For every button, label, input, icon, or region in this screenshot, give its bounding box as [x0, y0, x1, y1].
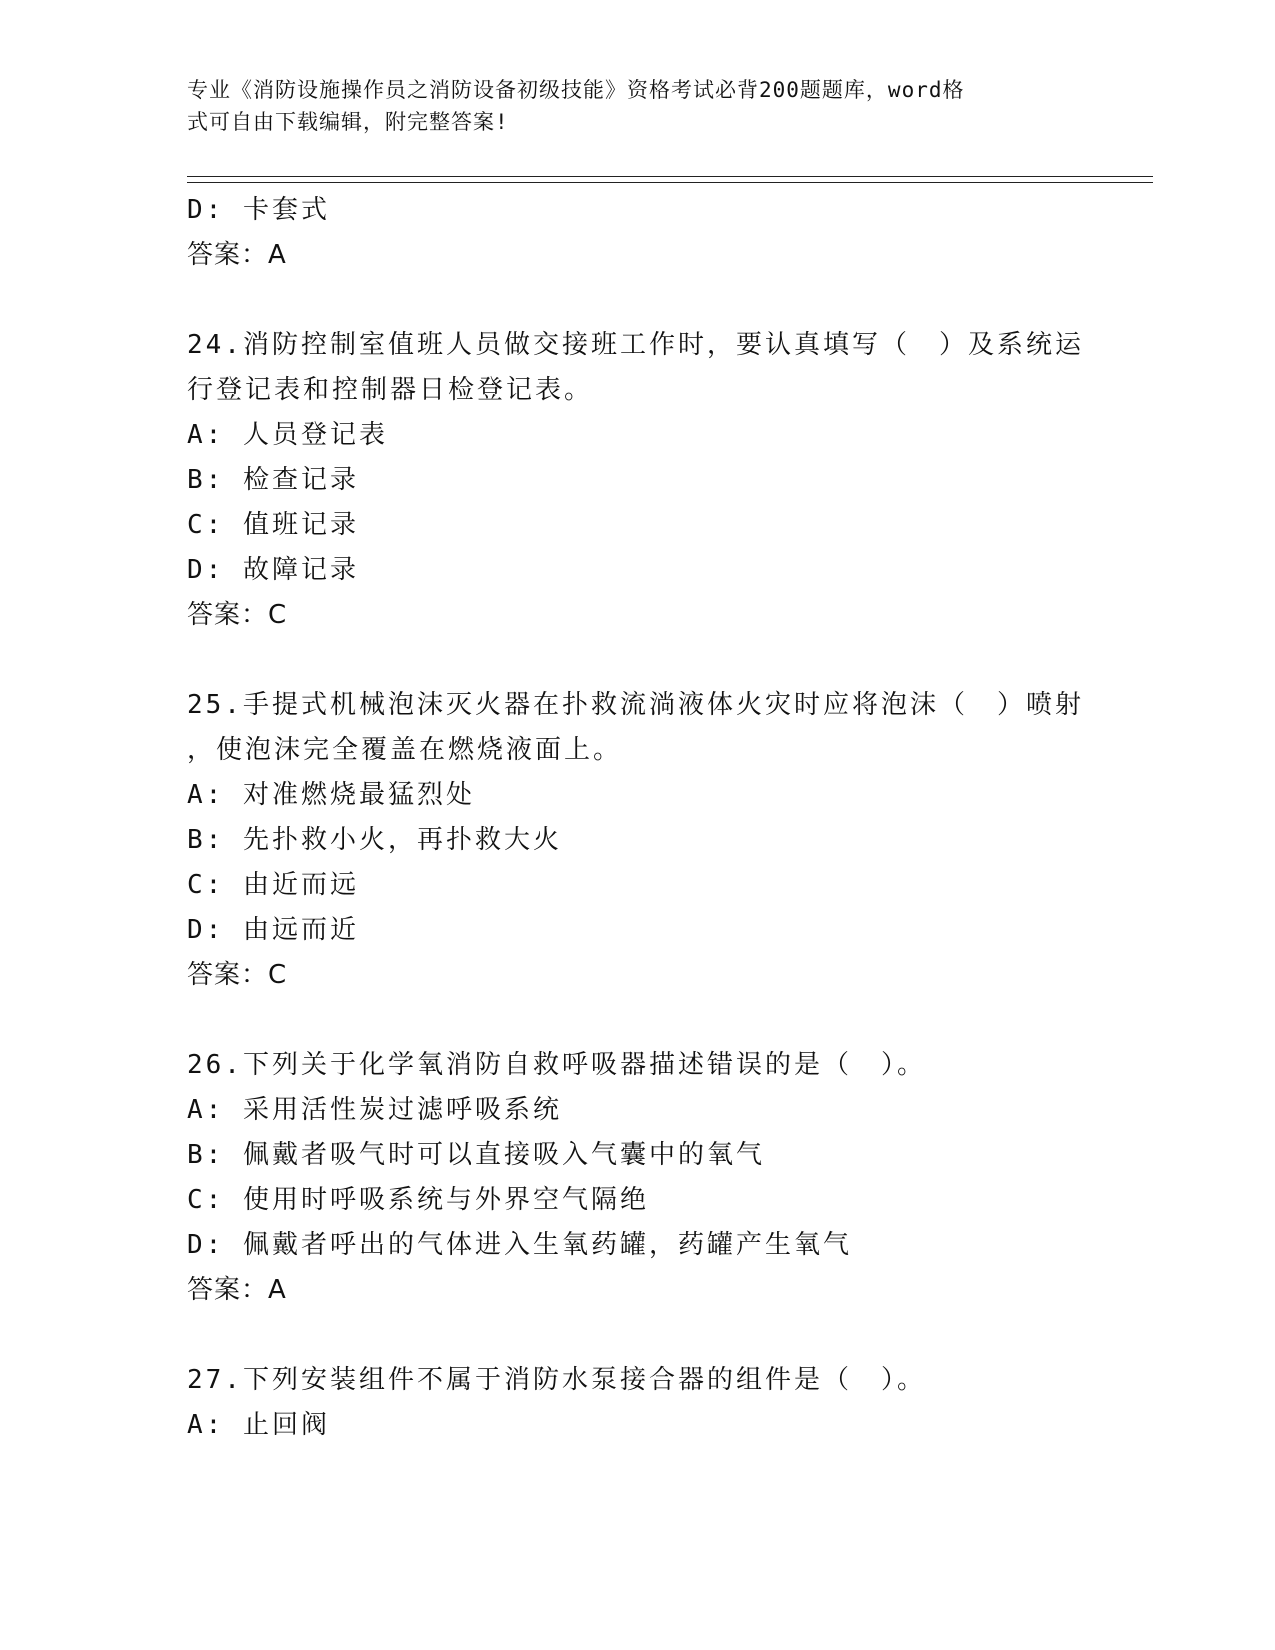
question-26	[187, 1043, 1087, 1313]
option-a: A: 人员登记表	[187, 420, 388, 450]
header-line-2: 式可自由下载编辑，附完整答案!	[187, 110, 509, 134]
header-divider-top	[187, 176, 1153, 177]
header-divider-bottom	[187, 182, 1153, 183]
question-stem-line: 行登记表和控制器日检登记表。	[187, 375, 594, 405]
answer: 答案：C	[187, 960, 288, 990]
header-line-1: 专业《消防设施操作员之消防设备初级技能》资格考试必背200题题库，word格	[187, 78, 965, 102]
prev-option-d: D: 卡套式	[187, 195, 330, 225]
question-stem-line: 24.消防控制室值班人员做交接班工作时，要认真填写（ ）及系统运	[187, 330, 1084, 360]
question-24	[187, 323, 1087, 638]
option-b: B: 先扑救小火，再扑救大火	[187, 825, 562, 855]
option-d: D: 由远而近	[187, 915, 359, 945]
question-25	[187, 683, 1087, 998]
question-stem-line: 27.下列安装组件不属于消防水泵接合器的组件是（ ）。	[187, 1365, 926, 1395]
option-d: D: 佩戴者呼出的气体进入生氧药罐，药罐产生氧气	[187, 1230, 852, 1260]
answer: 答案：C	[187, 600, 288, 630]
question-stem-line: 26.下列关于化学氧消防自救呼吸器描述错误的是（ ）。	[187, 1050, 926, 1080]
option-c: C: 使用时呼吸系统与外界空气隔绝	[187, 1185, 649, 1215]
option-b: B: 检查记录	[187, 465, 359, 495]
option-b: B: 佩戴者吸气时可以直接吸入气囊中的氧气	[187, 1140, 765, 1170]
prev-answer: 答案：A	[187, 240, 287, 270]
option-a: A: 采用活性炭过滤呼吸系统	[187, 1095, 562, 1125]
question-stem-line: ，使泡沫完全覆盖在燃烧液面上。	[187, 735, 623, 765]
option-c: C: 由近而远	[187, 870, 359, 900]
option-a: A: 止回阀	[187, 1410, 330, 1440]
question-stem-line: 25.手提式机械泡沫灭火器在扑救流淌液体火灾时应将泡沫（ ）喷射	[187, 690, 1084, 720]
document-body	[187, 188, 1087, 1448]
option-c: C: 值班记录	[187, 510, 359, 540]
question-27	[187, 1358, 1087, 1448]
option-a: A: 对准燃烧最猛烈处	[187, 780, 475, 810]
page-header	[187, 74, 1067, 138]
answer: 答案：A	[187, 1275, 287, 1305]
option-d: D: 故障记录	[187, 555, 359, 585]
